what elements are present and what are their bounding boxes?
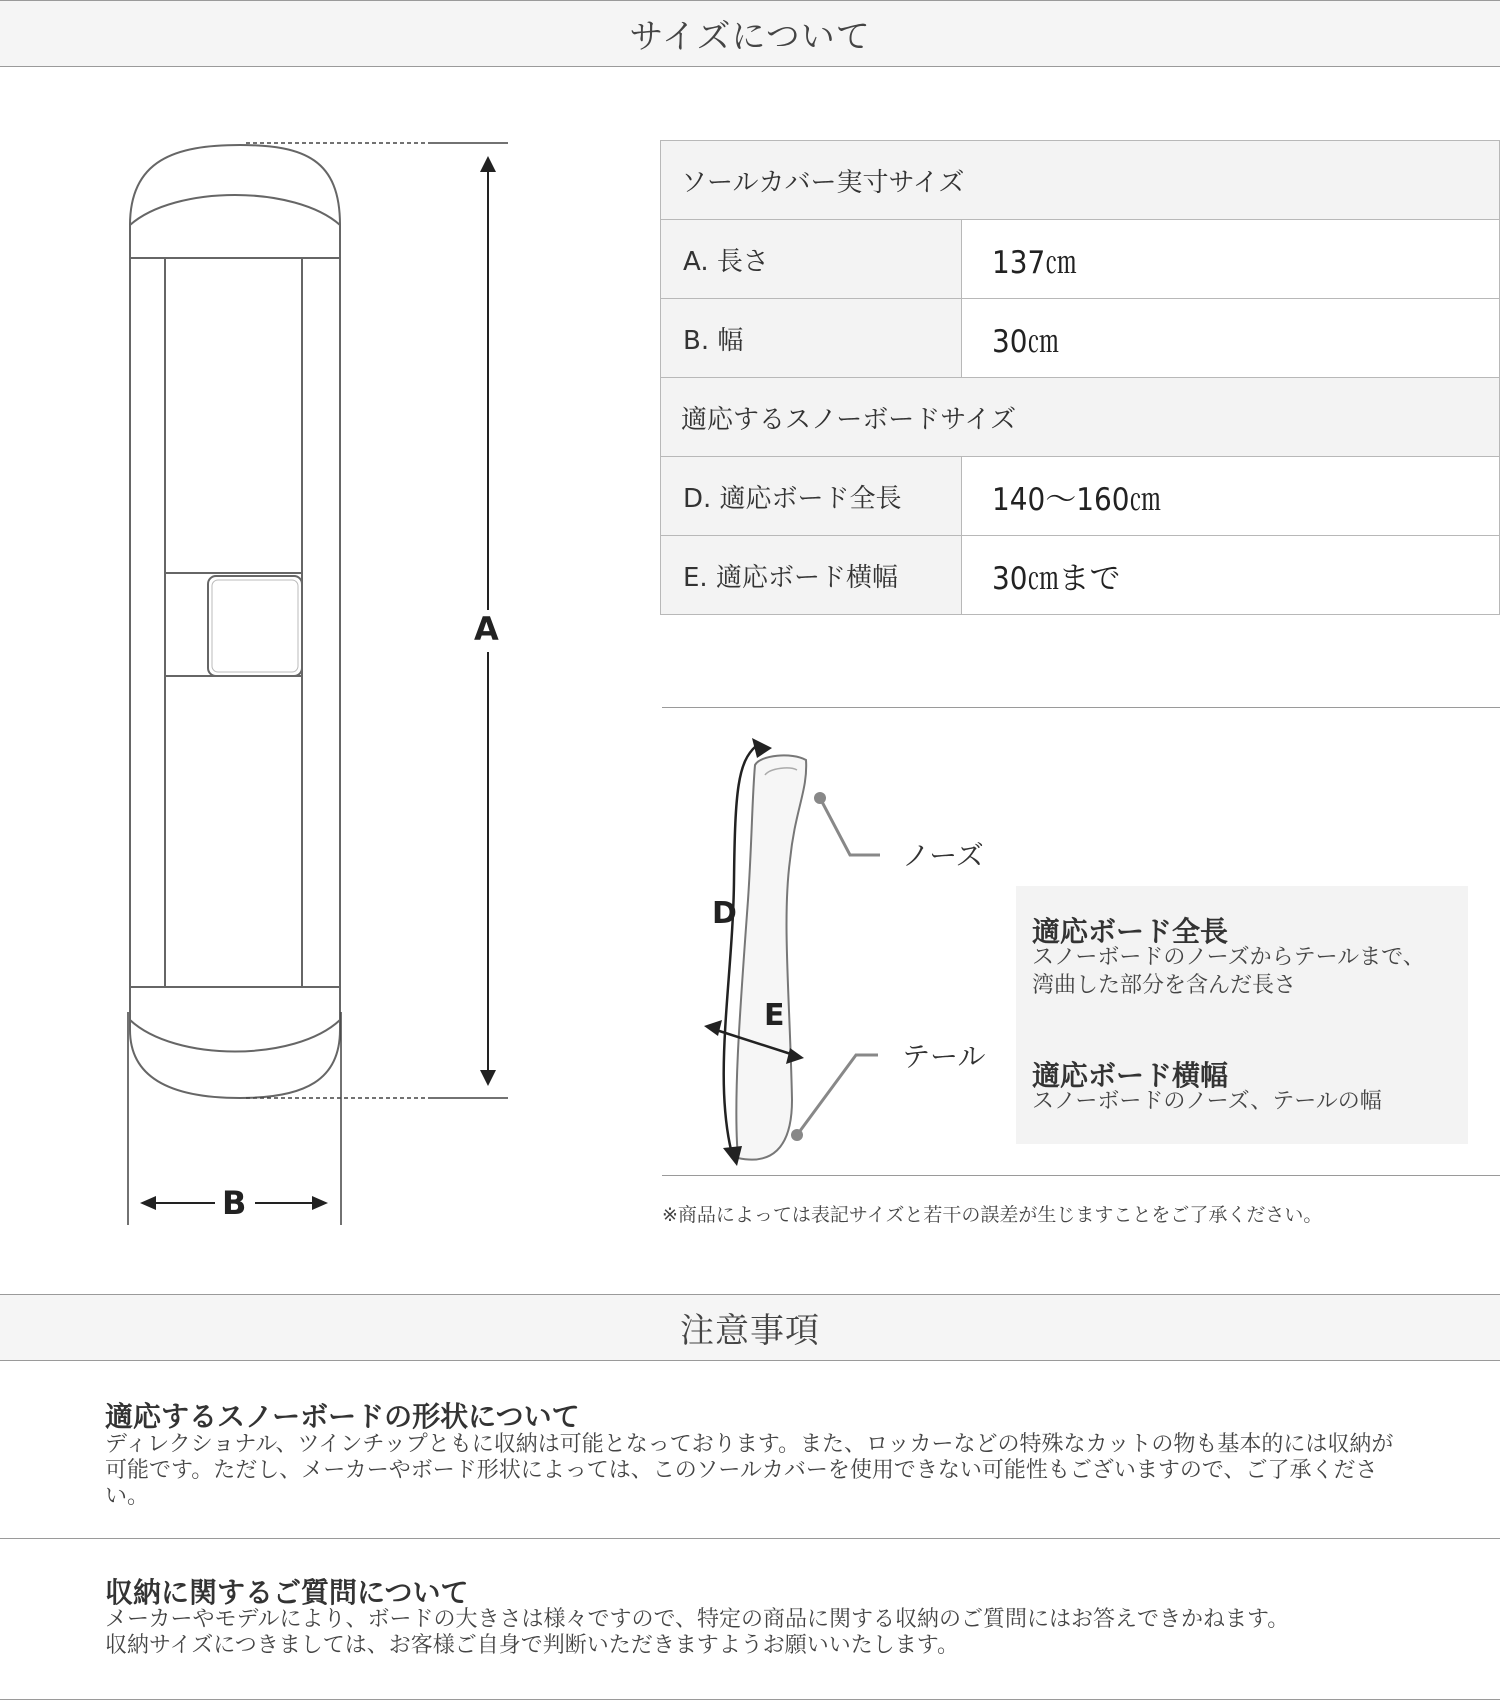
nose-label: ノーズ bbox=[902, 839, 984, 872]
dimension-e-arrowhead-left bbox=[704, 1020, 722, 1036]
definition-title-width: 適応ボード横幅 bbox=[1032, 1059, 1229, 1092]
tail-label: テール bbox=[902, 1040, 986, 1073]
size-section-title: サイズについて bbox=[629, 17, 871, 57]
page-bottom-line bbox=[0, 1699, 1500, 1700]
spec-value-board-width: 30㎝まで bbox=[962, 536, 1500, 615]
definition-desc-length: スノーボードのノーズからテールまで、 湾曲した部分を含んだ長さ bbox=[1032, 945, 1425, 998]
dimension-d-label: D bbox=[712, 896, 737, 931]
size-disclaimer: ※商品によっては表記サイズと若干の誤差が生じますことをご了承ください。 bbox=[662, 1204, 1323, 1226]
note-heading-shape: 適応するスノーボードの形状について bbox=[105, 1400, 580, 1433]
definition-box bbox=[1016, 886, 1468, 1144]
snowboard-outline bbox=[736, 755, 806, 1159]
dimension-d-arrowhead-top bbox=[752, 738, 772, 758]
dimension-a-label: A bbox=[474, 610, 499, 648]
note-body-shape: ディレクショナル、ツインチップともに収納は可能となっております。また、ロッカーなどの特殊なカットの物も基本的には収納が可能です。ただし、メーカーやボード形状によっては、このソールカバーを使用できない可能性もございますので、ご了承ください。 bbox=[105, 1432, 1394, 1509]
spec-label-board-length: D. 適応ボード全長 bbox=[661, 457, 962, 536]
dimension-b-label: B bbox=[222, 1184, 247, 1222]
notes-section-header bbox=[0, 1294, 1500, 1361]
spec-value-length: 137㎝ bbox=[962, 220, 1500, 299]
nose-leader-line bbox=[820, 798, 880, 855]
spec-value-board-length: 140～160㎝ bbox=[962, 457, 1500, 536]
definition-desc-width: スノーボードのノーズ、テールの幅 bbox=[1032, 1089, 1382, 1114]
definition-title-length: 適応ボード全長 bbox=[1032, 915, 1229, 948]
spec-section-actual-size: ソールカバー実寸サイズ bbox=[661, 141, 1500, 220]
dimension-e-label: E bbox=[764, 998, 785, 1033]
spec-value-width: 30㎝ bbox=[962, 299, 1500, 378]
note-body-inquiry: メーカーやモデルにより、ボードの大きさは様々ですので、特定の商品に関する収納のご質問にはお答えできかねます。 収納サイズにつきましては、お客様ご自身で判断いただきますようお願いいたします。 bbox=[105, 1607, 1290, 1658]
dimension-d-arrowhead-bottom bbox=[723, 1146, 742, 1166]
spec-label-width: B. 幅 bbox=[661, 299, 962, 378]
tail-leader-line bbox=[797, 1055, 878, 1135]
spec-section-compatible-size: 適応するスノーボードサイズ bbox=[661, 378, 1500, 457]
spec-label-board-width: E. 適応ボード横幅 bbox=[661, 536, 962, 615]
note-heading-inquiry: 収納に関するご質問について bbox=[105, 1576, 469, 1609]
spec-label-length: A. 長さ bbox=[661, 220, 962, 299]
notes-section-title: 注意事項 bbox=[680, 1311, 820, 1351]
notes-divider bbox=[0, 1538, 1500, 1539]
